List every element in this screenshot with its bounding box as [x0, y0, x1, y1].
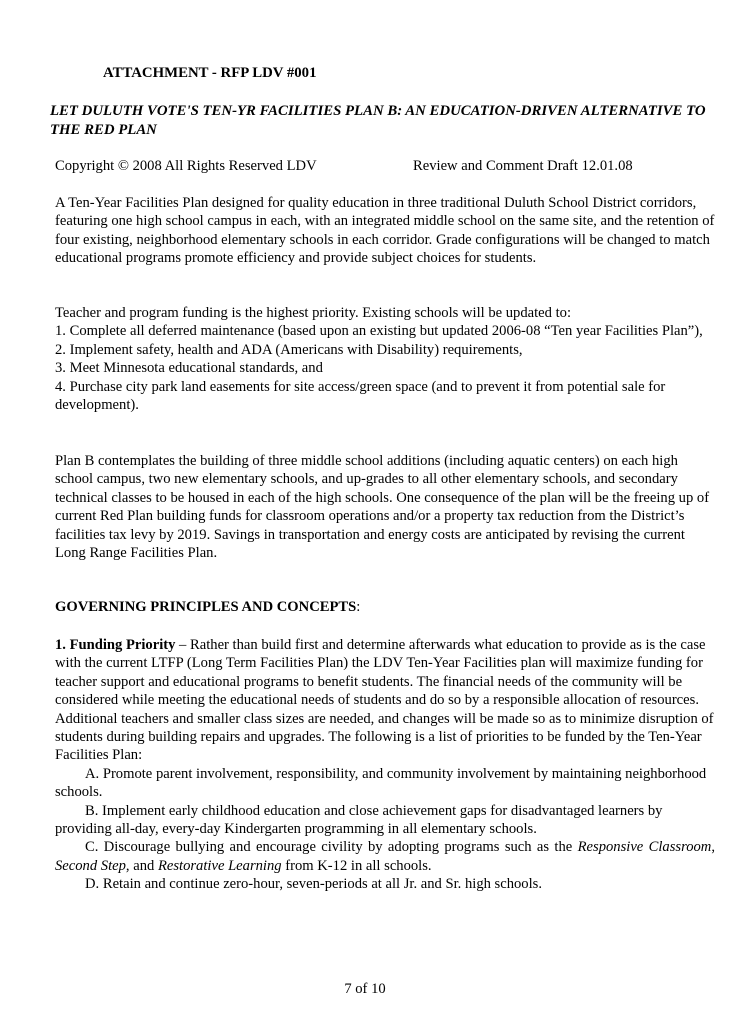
priority-item: 4. Purchase city park land easements for site access/green space (and to prevent it from potential sale for development). — [55, 378, 666, 414]
priority-item: 1. Complete all deferred maintenance (based upon an existing but updated 2006-08 “Ten year Facilities Plan”), — [55, 323, 703, 340]
governing-heading-text: GOVERNING PRINCIPLES AND CONCEPTS — [55, 599, 357, 615]
priority-list — [55, 304, 715, 414]
funding-priority-section — [55, 636, 715, 894]
priority-item: 2. Implement safety, health and ADA (Americans with Disability) requirements, — [55, 341, 523, 358]
priority-lead: Teacher and program funding is the highest priority. Existing schools will be updated to: — [55, 305, 572, 321]
attachment-heading: ATTACHMENT - RFP LDV #001 — [103, 65, 317, 81]
item-c-separator: , and — [125, 857, 158, 874]
priority-item: 3. Meet Minnesota educational standards, and — [55, 360, 323, 377]
funding-item-c — [55, 838, 715, 875]
plan-b-text: Plan B contemplates the building of three middle school additions (including aquatic centers) on each high school campus, two new elementary schools, and up-grades to all other elementary schools, and secondary technical classes to be housed in each of the high schools. One consequence of the plan will be the freeing up of current Red Plan building funds for classroom operations and/or a property tax reduction from the District’s facilities tax levy by 2019. Savings in transportation and energy costs are anticipated by revising the current Long Range Facilities Plan. — [55, 453, 710, 562]
item-c-separator: , — [711, 839, 715, 856]
page-number: 7 of 10 — [344, 981, 386, 997]
copyright-notice: Copyright © 2008 All Rights Reserved LDV — [55, 158, 317, 174]
funding-item-d: D. Retain and continue zero-hour, seven-periods at all Jr. and Sr. high schools. — [85, 876, 542, 893]
governing-principles-heading — [55, 598, 715, 616]
item-c-prefix: C. Discourage bullying and encourage civility by adopting programs such as the — [85, 839, 578, 856]
funding-dash: – — [175, 637, 190, 653]
item-c-program-2: Second Step — [55, 857, 126, 874]
draft-label: Review and Comment Draft 12.01.08 — [413, 158, 633, 174]
document-title: LET DULUTH VOTE'S TEN-YR FACILITIES PLAN B: AN EDUCATION-DRIVEN ALTERNATIVE TO THE RED PLAN — [50, 103, 706, 138]
funding-lead: 1. Funding Priority — [55, 637, 176, 653]
governing-heading-colon: : — [356, 599, 361, 615]
funding-paragraph — [55, 636, 715, 765]
plan-b-paragraph — [55, 452, 715, 562]
funding-text: Rather than build first and determine afterwards what education to provide as is the case with the current LTFP (Long Term Facilities Plan) the LDV Ten-Year Facilities plan will maximize funding for teacher support and educational programs to benefit students. The financial needs of the community will be considered while meeting the educational needs of students and do so by a responsible allocation of resources. Additional teachers and smaller class sizes are needed, and changes will be made so as to minimize disruption of students during building repairs and upgrades. The following is a list of priorities to be funded by the Ten-Year Facilities Plan: — [55, 637, 714, 764]
item-c-suffix: from K-12 in all schools. — [281, 857, 432, 874]
funding-item-b: B. Implement early childhood education and close achievement gaps for disadvantaged learners by providing all-day, every-day Kindergarten programming in all elementary schools. — [55, 802, 663, 838]
funding-item-a: A. Promote parent involvement, responsibility, and community involvement by maintaining neighborhood schools. — [55, 765, 707, 801]
intro-text: A Ten-Year Facilities Plan designed for quality education in three traditional Duluth School District corridors, featuring one high school campus in each, with an integrated middle school on the same site, and the retention of four existing, neighborhood elementary schools in each corridor. Grade configurations will be changed to match educational programs promote efficiency and provide subject choices for students. — [55, 195, 715, 267]
item-c-program-1: Responsive Classroom — [577, 839, 712, 856]
intro-paragraph — [55, 194, 715, 268]
item-c-program-3: Restorative Learning — [157, 857, 282, 874]
